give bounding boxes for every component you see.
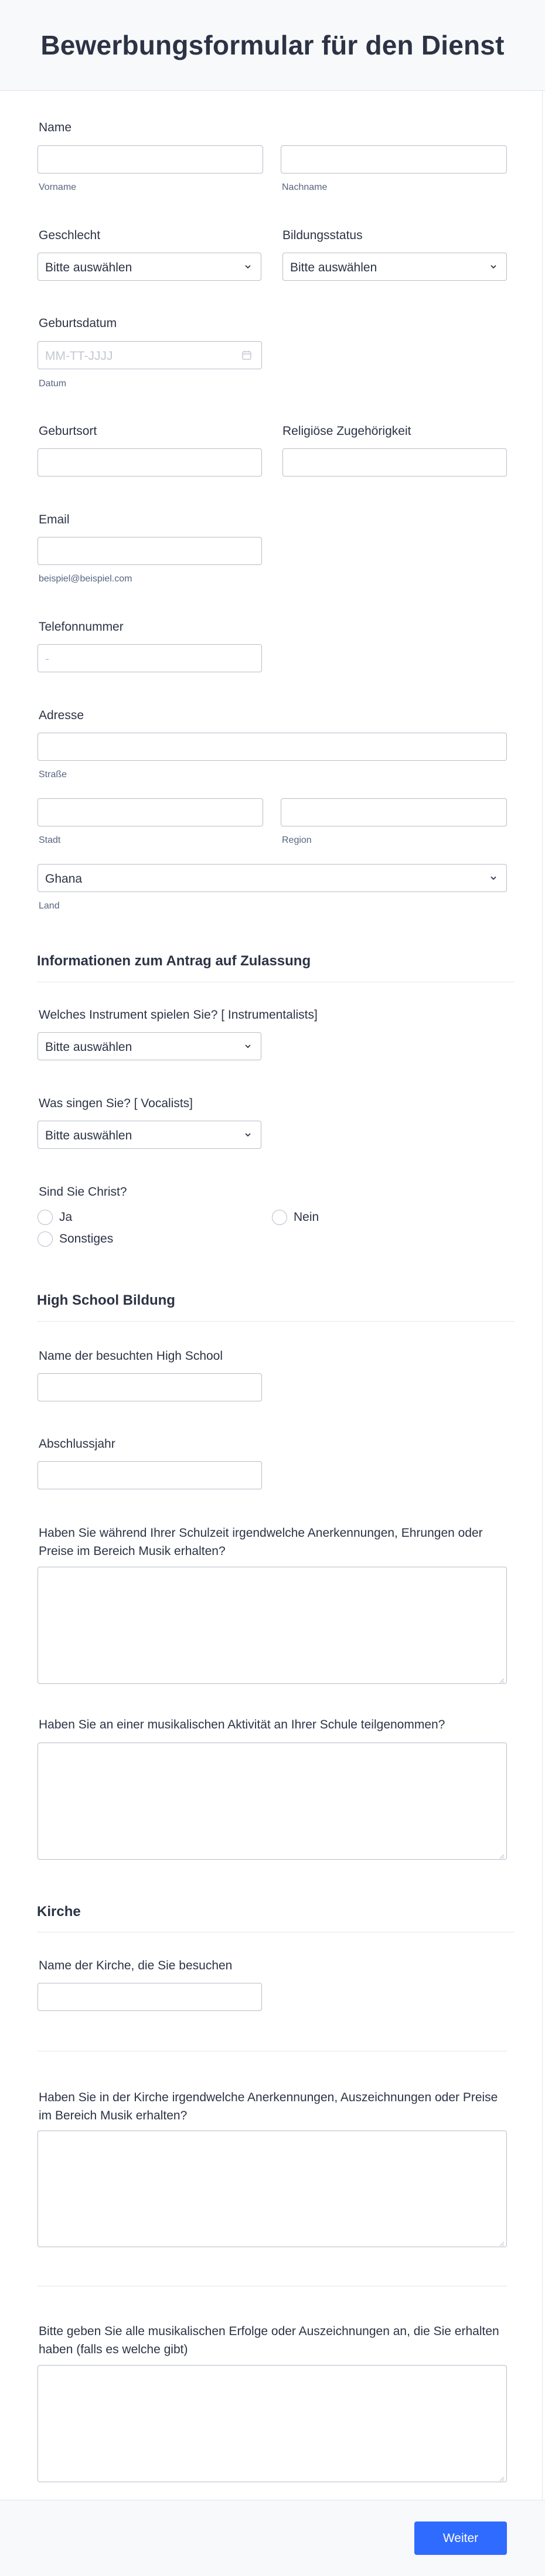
- form-title: Bewerbungsformular für den Dienst: [40, 30, 505, 60]
- school-awards-textarea[interactable]: [38, 1567, 507, 1684]
- instrument-select[interactable]: [38, 1032, 261, 1060]
- region-input[interactable]: [281, 798, 507, 826]
- gender-select[interactable]: [38, 253, 261, 281]
- birthplace-input[interactable]: [38, 448, 262, 477]
- church-name-label: Name der Kirche, die Sie besuchen: [39, 1959, 233, 1972]
- religion-label: Religiöse Zugehörigkeit: [282, 424, 411, 438]
- calendar-icon[interactable]: [241, 350, 252, 360]
- email-input[interactable]: [38, 537, 262, 565]
- last-name-sublabel: Nachname: [282, 182, 328, 192]
- birthplace-label: Geburtsort: [39, 424, 97, 438]
- country-select-value: Ghana: [45, 872, 83, 886]
- highschool-section-title: High School Bildung: [37, 1292, 175, 1308]
- country-select[interactable]: [38, 864, 507, 892]
- religion-input[interactable]: [282, 448, 507, 477]
- phone-placeholder: -: [45, 652, 49, 666]
- city-input[interactable]: [38, 798, 263, 826]
- radio-sonstiges-label[interactable]: Sonstiges: [59, 1232, 114, 1246]
- achievements-label-line: haben (falls es welche gibt): [39, 2343, 188, 2356]
- graduation-year-input[interactable]: [38, 1461, 262, 1489]
- resize-grip-icon[interactable]: [499, 2474, 505, 2480]
- church-name-input[interactable]: [38, 1983, 262, 2011]
- chevron-down-icon: [244, 263, 251, 270]
- birthdate-label: Geburtsdatum: [39, 317, 117, 330]
- church-awards-label-line: Haben Sie in der Kirche irgendwelche Anerkennungen, Auszeichnungen oder Preise: [39, 2091, 498, 2104]
- gender-label: Geschlecht: [39, 229, 101, 242]
- first-name-sublabel: Vorname: [39, 182, 77, 192]
- chevron-down-icon: [490, 874, 497, 882]
- admission-section-title: Informationen zum Antrag auf Zulassung: [37, 953, 311, 969]
- church-awards-label: [39, 2088, 498, 2125]
- achievements-textarea[interactable]: [38, 2365, 507, 2482]
- school-awards-label-line: Haben Sie während Ihrer Schulzeit irgendwelche Anerkennungen, Ehrungen oder: [39, 1526, 483, 1540]
- school-awards-label-line: Preise im Bereich Musik erhalten?: [39, 1544, 226, 1558]
- music-activity-label: Haben Sie an einer musikalischen Aktivität an Ihrer Schule teilgenommen?: [39, 1718, 445, 1731]
- school-awards-label: [39, 1524, 483, 1560]
- form-header: [0, 0, 545, 91]
- radio-nein[interactable]: [272, 1210, 287, 1225]
- name-label: Name: [39, 121, 72, 134]
- education-status-select-value: Bitte auswählen: [290, 261, 377, 274]
- resize-grip-icon[interactable]: [499, 2239, 505, 2245]
- highschool-name-label: Name der besuchten High School: [39, 1349, 223, 1363]
- birthdate-placeholder: MM-TT-JJJJ: [45, 349, 113, 363]
- education-status-select[interactable]: [282, 253, 507, 281]
- region-sublabel: Region: [282, 835, 312, 845]
- form-card-edge: [542, 91, 543, 2500]
- sing-label: Was singen Sie? [ Vocalists]: [39, 1097, 193, 1110]
- first-name-input[interactable]: [38, 145, 263, 173]
- gender-select-value: Bitte auswählen: [45, 261, 132, 274]
- sing-select[interactable]: [38, 1121, 261, 1149]
- achievements-label-line: Bitte geben Sie alle musikalischen Erfolge oder Auszeichnungen an, die Sie erhalten: [39, 2325, 499, 2338]
- radio-ja[interactable]: [38, 1210, 53, 1225]
- church-awards-textarea[interactable]: [38, 2131, 507, 2247]
- achievements-label: [39, 2322, 499, 2359]
- instrument-label: Welches Instrument spielen Sie? [ Instrumentalists]: [39, 1008, 318, 1022]
- music-activity-textarea[interactable]: [38, 1743, 507, 1860]
- address-label: Adresse: [39, 709, 84, 722]
- graduation-year-label: Abschlussjahr: [39, 1437, 115, 1451]
- next-button[interactable]: Weiter: [414, 2521, 507, 2555]
- christian-label: Sind Sie Christ?: [39, 1185, 127, 1199]
- radio-nein-label[interactable]: Nein: [294, 1210, 319, 1224]
- chevron-down-icon: [244, 1131, 251, 1138]
- section-divider: [37, 1321, 515, 1322]
- education-status-label: Bildungsstatus: [282, 229, 363, 242]
- street-input[interactable]: [38, 733, 507, 761]
- highschool-name-input[interactable]: [38, 1373, 262, 1401]
- city-sublabel: Stadt: [39, 835, 61, 845]
- last-name-input[interactable]: [281, 145, 507, 173]
- radio-ja-label[interactable]: Ja: [59, 1210, 73, 1224]
- radio-sonstiges[interactable]: [38, 1231, 53, 1247]
- email-sublabel: beispiel@beispiel.com: [39, 574, 132, 584]
- chevron-down-icon: [244, 1043, 251, 1050]
- instrument-select-value: Bitte auswählen: [45, 1040, 132, 1054]
- sing-select-value: Bitte auswählen: [45, 1129, 132, 1142]
- birthdate-input[interactable]: [38, 341, 262, 369]
- chevron-down-icon: [490, 263, 497, 270]
- country-sublabel: Land: [39, 901, 60, 911]
- church-awards-label-line: im Bereich Musik erhalten?: [39, 2109, 188, 2122]
- church-section-title: Kirche: [37, 1904, 81, 1920]
- resize-grip-icon[interactable]: [499, 1852, 505, 1857]
- street-sublabel: Straße: [39, 770, 67, 780]
- phone-input[interactable]: [38, 644, 262, 672]
- phone-label: Telefonnummer: [39, 620, 124, 634]
- resize-grip-icon[interactable]: [499, 1676, 505, 1682]
- email-label: Email: [39, 513, 70, 526]
- birthdate-sublabel: Datum: [39, 379, 67, 389]
